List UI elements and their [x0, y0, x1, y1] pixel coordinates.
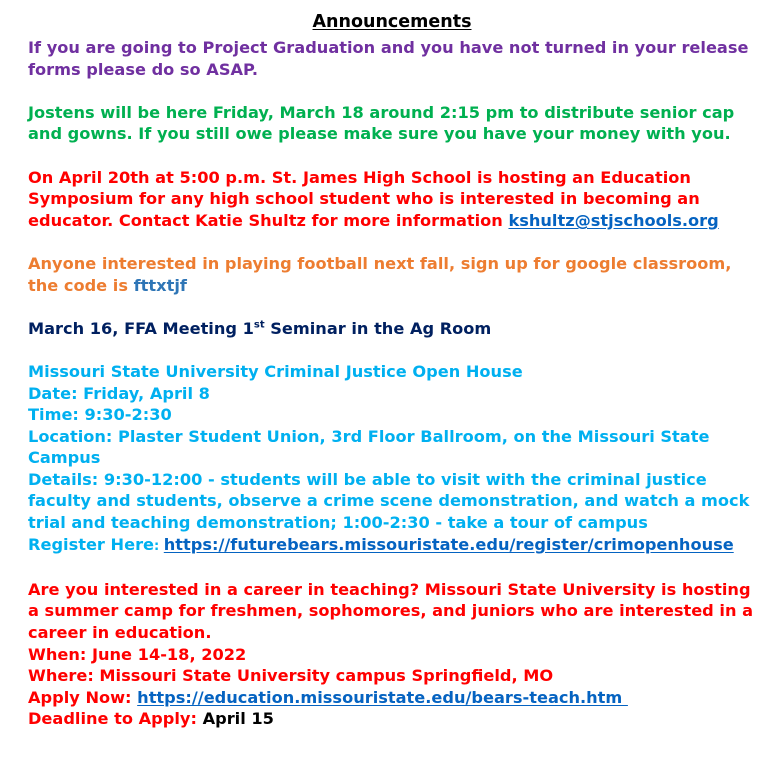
announcements-body [28, 37, 773, 730]
register-label: Register Here [28, 534, 155, 554]
classroom-code: fttxtjf [133, 275, 187, 295]
jostens-line-2: and gowns. If you still owe please make sure you have your money with you. [28, 124, 731, 144]
symposium-line-2: Symposium for any high school student who is interested in becoming an [28, 189, 700, 209]
teaching-camp-apply-line [28, 687, 773, 709]
symposium-line-3-text: educator. Contact Katie Shultz for more information [28, 210, 509, 230]
spacer [28, 339, 773, 361]
football-line-2 [28, 275, 773, 297]
open-house-details-line-1: Details: 9:30-12:00 - students will be able to visit with the criminal justice [28, 469, 707, 489]
ffa-text-before: March 16, FFA Meeting 1 [28, 318, 254, 338]
teaching-camp-where: Where: Missouri State University campus Springfield, MO [28, 666, 554, 686]
jostens-announcement [28, 102, 773, 145]
open-house-register-line [28, 534, 773, 558]
open-house-title: Missouri State University Criminal Justice Open House [28, 361, 523, 381]
spacer [28, 80, 773, 102]
symposium-line-3 [28, 210, 773, 232]
deadline-value: April 15 [202, 709, 274, 729]
project-graduation-line-1: If you are going to Project Graduation and you have not turned in your release [28, 38, 749, 57]
football-announcement [28, 253, 773, 296]
symposium-line-1: On April 20th at 5:00 p.m. St. James High School is hosting an Education [28, 167, 691, 187]
ffa-superscript: st [253, 319, 265, 331]
open-house-location-line-2: Campus [28, 448, 101, 468]
open-house-details-line-3: trial and teaching demonstration; 1:00-2:30 - take a tour of campus [28, 513, 648, 533]
teaching-camp-line-2: a summer camp for freshmen, sophomores, and juniors who are interested in a [28, 601, 754, 621]
symposium-announcement [28, 167, 773, 232]
spacer [28, 145, 773, 167]
deadline-label: Deadline to Apply: [28, 709, 203, 729]
apply-label: Apply Now: [28, 687, 138, 707]
football-line-1: Anyone interested in playing football next fall, sign up for google classroom, [28, 253, 732, 273]
open-house-location-line-1: Location: Plaster Student Union, 3rd Floor Ballroom, on the Missouri State [28, 426, 710, 446]
page-title: Announcements [312, 12, 472, 32]
teaching-camp-line-3: career in education. [28, 623, 212, 643]
register-colon: : [154, 538, 164, 554]
teaching-camp-announcement [28, 579, 773, 730]
ffa-text-after: Seminar in the Ag Room [264, 318, 492, 338]
project-graduation-line-2: forms please do so ASAP. [28, 59, 259, 79]
ffa-announcement [28, 318, 773, 340]
football-line-2-text: the code is [28, 275, 134, 295]
contact-email-link[interactable]: kshultz@stjschools.org [508, 210, 719, 230]
spacer [28, 296, 773, 318]
open-house-details-line-2: faculty and students, observe a crime scene demonstration, and watch a mock [28, 491, 750, 511]
spacer [28, 231, 773, 253]
open-house-time: Time: 9:30-2:30 [28, 405, 172, 425]
project-graduation-announcement [28, 37, 773, 80]
spacer [28, 557, 773, 579]
jostens-line-1: Jostens will be here Friday, March 18 around 2:15 pm to distribute senior cap [28, 102, 735, 122]
teaching-camp-when: When: June 14-18, 2022 [28, 644, 247, 664]
teaching-camp-deadline-line [28, 708, 773, 730]
apply-link[interactable]: https://education.missouristate.edu/bears-teach.htm [137, 687, 628, 707]
ffa-line [28, 318, 773, 340]
open-house-date: Date: Friday, April 8 [28, 383, 210, 403]
register-link[interactable]: https://futurebears.missouristate.edu/register/crimopenhouse [163, 534, 734, 554]
teaching-camp-line-1: Are you interested in a career in teaching? Missouri State University is hosting [28, 579, 751, 599]
open-house-announcement [28, 361, 773, 557]
